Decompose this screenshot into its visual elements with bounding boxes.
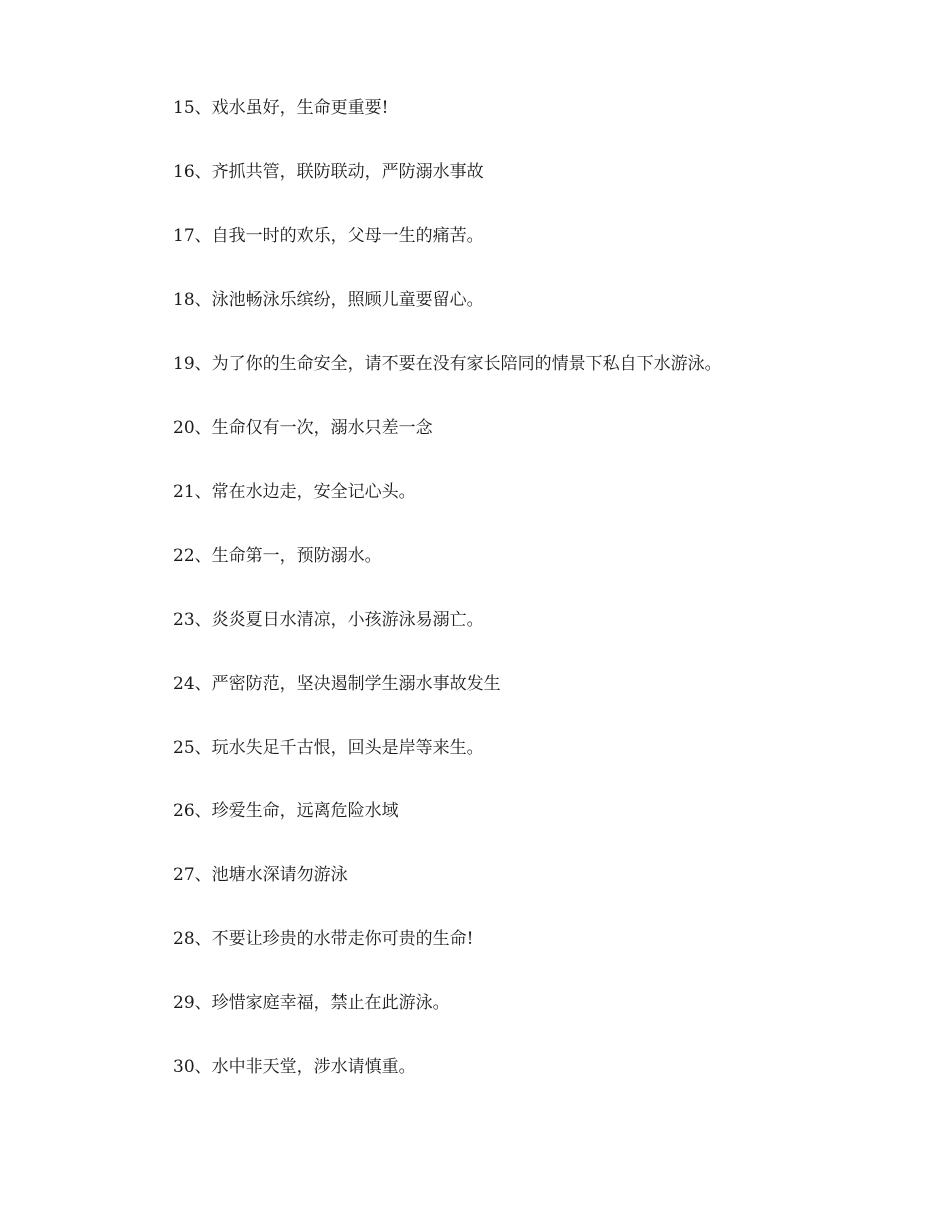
- slogan-line-25: 25、玩水失足千古恨，回头是岸等来生。: [173, 738, 484, 758]
- slogan-line-16: 16、齐抓共管，联防联动，严防溺水事故: [173, 162, 484, 182]
- slogan-line-24: 24、严密防范，坚决遏制学生溺水事故发生: [173, 674, 501, 694]
- slogan-line-19: 19、为了你的生命安全，请不要在没有家长陪同的情景下私自下水游泳。: [173, 354, 722, 374]
- slogan-line-23: 23、炎炎夏日水清凉，小孩游泳易溺亡。: [173, 610, 484, 630]
- slogan-line-18: 18、泳池畅泳乐缤纷，照顾儿童要留心。: [173, 290, 484, 310]
- slogan-line-28: 28、不要让珍贵的水带走你可贵的生命!: [173, 929, 474, 949]
- slogan-line-15: 15、戏水虽好，生命更重要!: [173, 98, 389, 118]
- slogan-line-26: 26、珍爱生命，远离危险水域: [173, 801, 399, 821]
- slogan-line-21: 21、常在水边走，安全记心头。: [173, 482, 416, 502]
- slogan-line-22: 22、生命第一，预防溺水。: [173, 546, 382, 566]
- slogan-line-30: 30、水中非天堂，涉水请慎重。: [173, 1057, 416, 1077]
- slogan-line-20: 20、生命仅有一次，溺水只差一念: [173, 418, 433, 438]
- slogan-line-27: 27、池塘水深请勿游泳: [173, 865, 348, 885]
- slogan-line-29: 29、珍惜家庭幸福，禁止在此游泳。: [173, 993, 450, 1013]
- slogan-line-17: 17、自我一时的欢乐，父母一生的痛苦。: [173, 226, 484, 246]
